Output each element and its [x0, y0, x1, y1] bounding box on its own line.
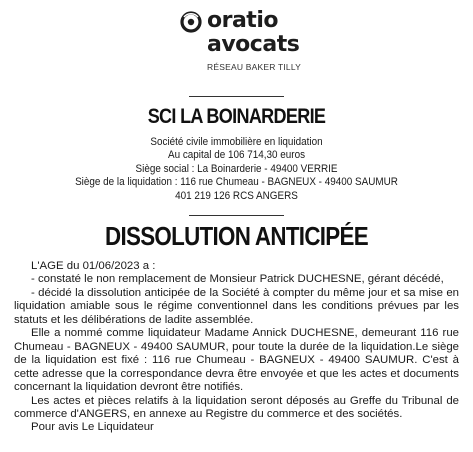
notice-paragraph: - décidé la dissolution anticipée de la Société à compter du même jour et sa mise en liquidation amiable sous le régime conventionnel dans les conditions prévues par les statuts et les délibérations de ladite assemblée. — [14, 286, 459, 326]
company-detail-line: Siège social : La Boinarderie - 49400 VERRIE — [135, 162, 338, 175]
middle-divider — [189, 215, 284, 216]
notice-body — [14, 260, 459, 435]
oratio-ring-logo-icon — [180, 11, 202, 33]
notice-signature: Pour avis Le Liquidateur — [31, 421, 154, 434]
logo-text-avocats: avocats — [207, 32, 300, 57]
company-detail-line: Au capital de 106 714,30 euros — [167, 149, 306, 162]
logo-tagline: RÉSEAU BAKER TILLY — [207, 62, 301, 72]
notice-paragraph: Les actes et pièces relatifs à la liquidation seront déposés au Greffe du Tribunal de commerce d'ANGERS, en annexe au Registre du commerce et des sociétés. — [14, 394, 459, 420]
company-name: SCI LA BOINARDERIE — [147, 105, 326, 128]
top-divider — [189, 96, 284, 97]
notice-paragraph: L'AGE du 01/06/2023 a : — [31, 260, 156, 272]
company-details — [0, 136, 473, 203]
oratio-avocats-logo — [0, 8, 473, 84]
company-detail-line: Siège de la liquidation : 116 rue Chumeau - BAGNEUX - 49400 SAUMUR — [75, 176, 398, 189]
company-detail-line: Société civile immobilière en liquidation — [150, 136, 323, 148]
company-detail-line: 401 219 126 RCS ANGERS — [175, 189, 298, 202]
notice-paragraph: Elle a nommé comme liquidateur Madame Annick DUCHESNE, demeurant 116 rue Chumeau - BAGNEUX - 49400 SAUMUR, pour toute la durée de la liquidation.Le siège de la liquidation est fixé : 116 rue Chumeau - BAGNEUX - 49400 SAUMUR. C'est à cette adresse que la correspondance devra être envoyée et que les actes et documents concernant la liquidation devront être notifiés. — [14, 327, 459, 394]
logo-text-oratio: oratio — [207, 8, 278, 33]
notice-paragraph: - constaté le non remplacement de Monsieur Patrick DUCHESNE, gérant décédé, — [31, 273, 444, 286]
notice-heading: DISSOLUTION ANTICIPÉE — [104, 221, 368, 251]
